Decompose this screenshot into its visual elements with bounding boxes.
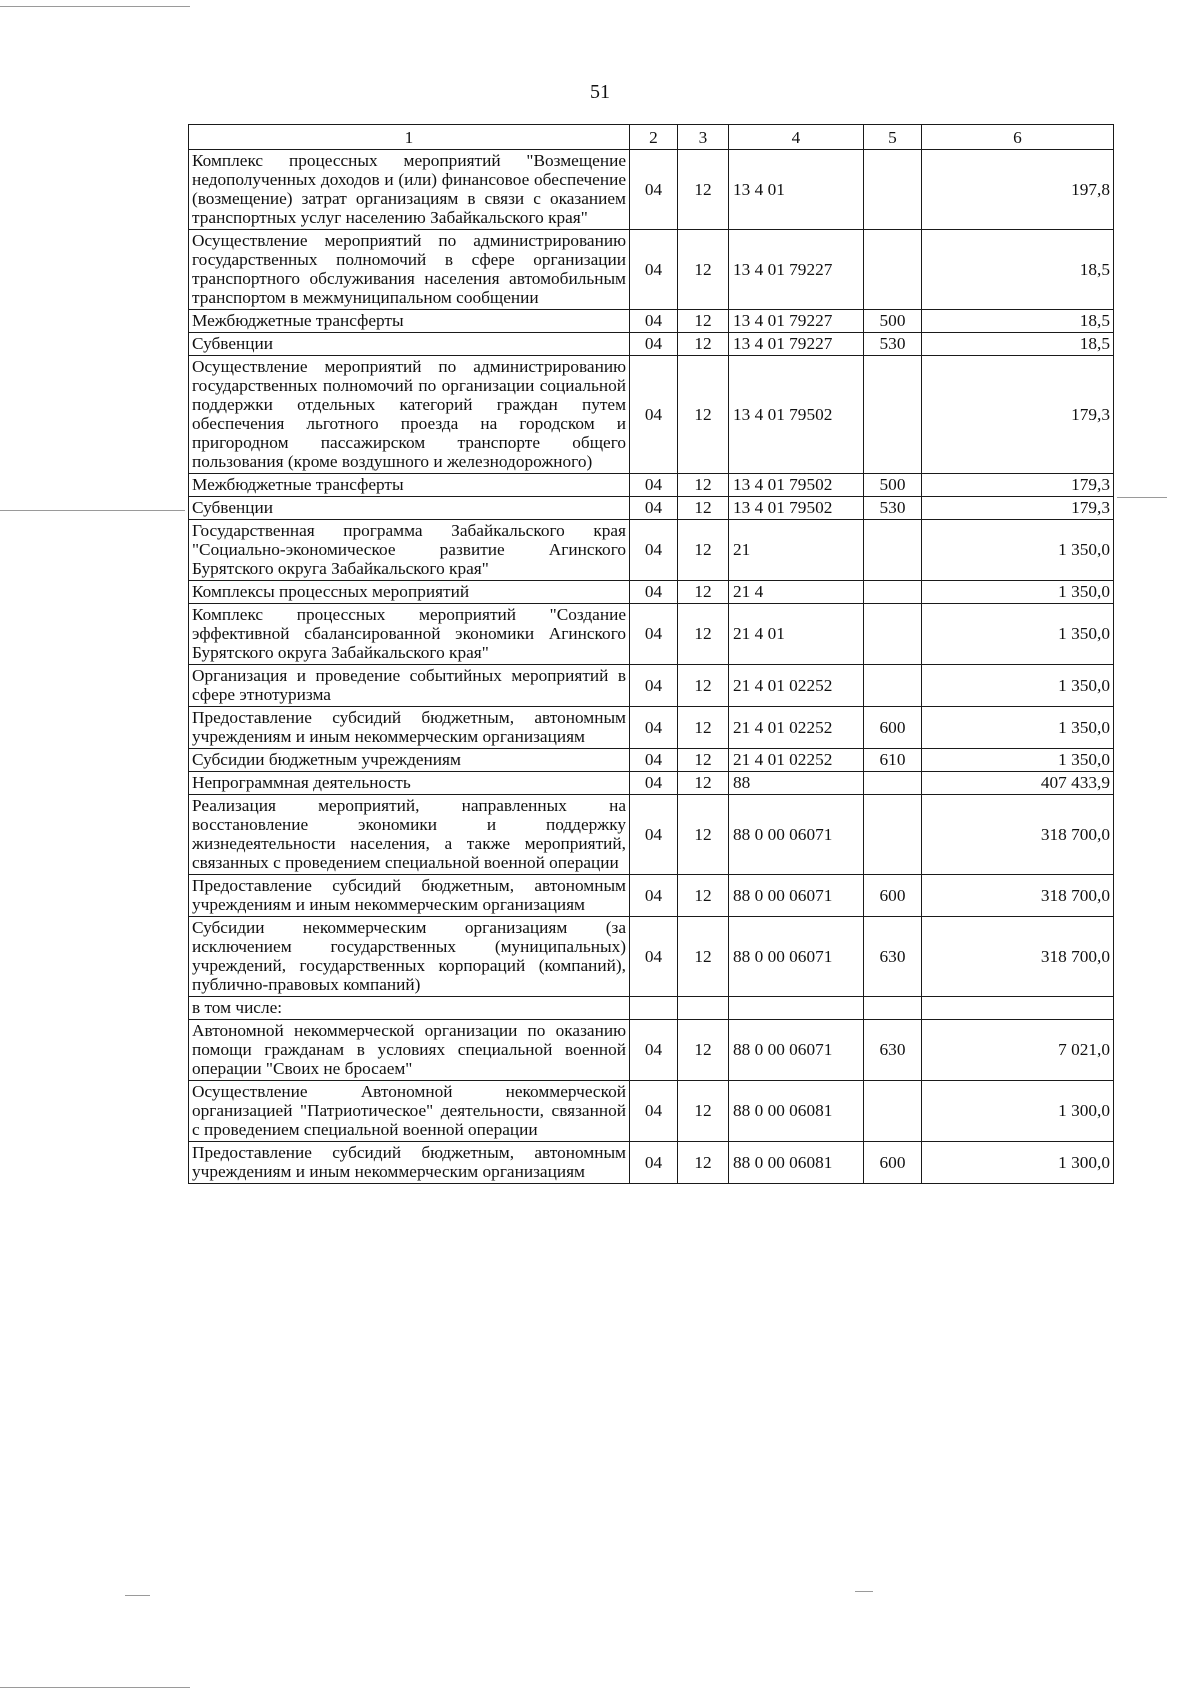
section-code-cell: 04 xyxy=(630,581,678,604)
amount-cell: 1 350,0 xyxy=(922,581,1114,604)
subsection-code-cell: 12 xyxy=(678,497,729,520)
column-header: 6 xyxy=(922,125,1114,150)
amount-cell: 1 300,0 xyxy=(922,1081,1114,1142)
target-article-cell: 13 4 01 79502 xyxy=(729,497,864,520)
target-article-cell: 88 0 00 06071 xyxy=(729,795,864,875)
item-name-cell: Межбюджетные трансферты xyxy=(189,474,630,497)
table-row xyxy=(189,795,1114,875)
expense-type-cell: 630 xyxy=(864,917,922,997)
amount-cell: 1 350,0 xyxy=(922,520,1114,581)
item-name-cell: Предоставление субсидий бюджетным, автономным учреждениям и иным некоммерческим организациям xyxy=(189,875,630,917)
amount-cell: 318 700,0 xyxy=(922,917,1114,997)
amount-cell: 407 433,9 xyxy=(922,772,1114,795)
item-name-cell: Комплекс процессных мероприятий "Создание эффективной сбалансированной экономики Агинского Бурятского округа Забайкальского края" xyxy=(189,604,630,665)
column-header: 2 xyxy=(630,125,678,150)
column-header: 3 xyxy=(678,125,729,150)
subsection-code-cell: 12 xyxy=(678,917,729,997)
table-row xyxy=(189,997,1114,1020)
table-row xyxy=(189,1020,1114,1081)
target-article-cell: 13 4 01 xyxy=(729,150,864,230)
item-name-cell: Субвенции xyxy=(189,497,630,520)
item-name-cell: Осуществление мероприятий по администрированию государственных полномочий в сфере организации транспортного обслуживания населения автомобильным транспортом в межмуниципальном сообщении xyxy=(189,230,630,310)
section-code-cell: 04 xyxy=(630,604,678,665)
expense-type-cell xyxy=(864,520,922,581)
table-row xyxy=(189,749,1114,772)
table-row xyxy=(189,1142,1114,1184)
scan-mark xyxy=(0,1687,190,1688)
table-row xyxy=(189,474,1114,497)
subsection-code-cell: 12 xyxy=(678,1020,729,1081)
budget-table xyxy=(188,124,1114,1184)
subsection-code-cell: 12 xyxy=(678,474,729,497)
amount-cell: 7 021,0 xyxy=(922,1020,1114,1081)
column-header: 4 xyxy=(729,125,864,150)
item-name-cell: Субсидии бюджетным учреждениям xyxy=(189,749,630,772)
table-row xyxy=(189,497,1114,520)
subsection-code-cell: 12 xyxy=(678,707,729,749)
subsection-code-cell: 12 xyxy=(678,581,729,604)
table-row xyxy=(189,310,1114,333)
amount-cell: 179,3 xyxy=(922,474,1114,497)
table-row xyxy=(189,581,1114,604)
section-code-cell: 04 xyxy=(630,665,678,707)
column-header: 1 xyxy=(189,125,630,150)
target-article-cell: 13 4 01 79227 xyxy=(729,230,864,310)
target-article-cell: 13 4 01 79502 xyxy=(729,474,864,497)
target-article-cell: 13 4 01 79227 xyxy=(729,310,864,333)
section-code-cell: 04 xyxy=(630,356,678,474)
subsection-code-cell: 12 xyxy=(678,795,729,875)
table-row xyxy=(189,772,1114,795)
target-article-cell: 21 4 01 02252 xyxy=(729,749,864,772)
amount-cell: 18,5 xyxy=(922,230,1114,310)
table-row xyxy=(189,520,1114,581)
item-name-cell: Государственная программа Забайкальского края "Социально-экономическое развитие Агинского Бурятского округа Забайкальского края" xyxy=(189,520,630,581)
scan-mark xyxy=(125,1595,150,1596)
target-article-cell xyxy=(729,997,864,1020)
amount-cell: 197,8 xyxy=(922,150,1114,230)
expense-type-cell xyxy=(864,795,922,875)
item-name-cell: Осуществление мероприятий по администрированию государственных полномочий по организации социальной поддержки отдельных категорий граждан путем обеспечения льготного проезда на городском и пригородном пассажирском транспорте общего пользования (кроме воздушного и железнодорожного) xyxy=(189,356,630,474)
item-name-cell: Комплекс процессных мероприятий "Возмещение недополученных доходов и (или) финансовое обеспечение (возмещение) затрат организациям в связи с оказанием транспортных услуг населению Забайкальского края" xyxy=(189,150,630,230)
section-code-cell: 04 xyxy=(630,1081,678,1142)
table-body xyxy=(189,150,1114,1184)
amount-cell: 1 350,0 xyxy=(922,707,1114,749)
scan-mark xyxy=(1117,497,1167,498)
target-article-cell: 21 4 xyxy=(729,581,864,604)
expense-type-cell xyxy=(864,356,922,474)
expense-type-cell xyxy=(864,772,922,795)
amount-cell: 318 700,0 xyxy=(922,795,1114,875)
expense-type-cell xyxy=(864,1081,922,1142)
subsection-code-cell: 12 xyxy=(678,230,729,310)
item-name-cell: Предоставление субсидий бюджетным, автономным учреждениям и иным некоммерческим организациям xyxy=(189,1142,630,1184)
amount-cell: 179,3 xyxy=(922,497,1114,520)
expense-type-cell: 500 xyxy=(864,310,922,333)
target-article-cell: 88 0 00 06071 xyxy=(729,917,864,997)
expense-type-cell xyxy=(864,230,922,310)
expense-type-cell: 630 xyxy=(864,1020,922,1081)
section-code-cell xyxy=(630,997,678,1020)
subsection-code-cell: 12 xyxy=(678,749,729,772)
section-code-cell: 04 xyxy=(630,474,678,497)
section-code-cell: 04 xyxy=(630,150,678,230)
expense-type-cell: 500 xyxy=(864,474,922,497)
item-name-cell: Субвенции xyxy=(189,333,630,356)
expense-type-cell xyxy=(864,150,922,230)
item-name-cell: Автономной некоммерческой организации по оказанию помощи гражданам в условиях специальной военной операции "Своих не бросаем" xyxy=(189,1020,630,1081)
item-name-cell: Межбюджетные трансферты xyxy=(189,310,630,333)
section-code-cell: 04 xyxy=(630,1020,678,1081)
scan-mark xyxy=(0,510,185,511)
section-code-cell: 04 xyxy=(630,310,678,333)
expense-type-cell: 610 xyxy=(864,749,922,772)
expense-type-cell: 600 xyxy=(864,875,922,917)
table-row xyxy=(189,1081,1114,1142)
subsection-code-cell: 12 xyxy=(678,310,729,333)
expense-type-cell: 600 xyxy=(864,1142,922,1184)
table-header-row xyxy=(189,125,1114,150)
subsection-code-cell: 12 xyxy=(678,356,729,474)
table-row xyxy=(189,665,1114,707)
section-code-cell: 04 xyxy=(630,707,678,749)
target-article-cell: 21 xyxy=(729,520,864,581)
item-name-cell: Организация и проведение событийных мероприятий в сфере этнотуризма xyxy=(189,665,630,707)
subsection-code-cell: 12 xyxy=(678,150,729,230)
target-article-cell: 21 4 01 02252 xyxy=(729,707,864,749)
amount-cell: 179,3 xyxy=(922,356,1114,474)
subsection-code-cell: 12 xyxy=(678,875,729,917)
section-code-cell: 04 xyxy=(630,795,678,875)
table-row xyxy=(189,150,1114,230)
expense-type-cell xyxy=(864,665,922,707)
section-code-cell: 04 xyxy=(630,749,678,772)
subsection-code-cell: 12 xyxy=(678,333,729,356)
subsection-code-cell: 12 xyxy=(678,772,729,795)
subsection-code-cell: 12 xyxy=(678,1081,729,1142)
expense-type-cell: 530 xyxy=(864,333,922,356)
item-name-cell: Субсидии некоммерческим организациям (за исключением государственных (муниципальных) учреждений, государственных корпораций (компаний), публично-правовых компаний) xyxy=(189,917,630,997)
subsection-code-cell: 12 xyxy=(678,665,729,707)
table-row xyxy=(189,356,1114,474)
item-name-cell: Осуществление Автономной некоммерческой организацией "Патриотическое" деятельности, связанной с проведением специальной военной операции xyxy=(189,1081,630,1142)
subsection-code-cell: 12 xyxy=(678,1142,729,1184)
amount-cell: 18,5 xyxy=(922,333,1114,356)
target-article-cell: 88 0 00 06071 xyxy=(729,1020,864,1081)
item-name-cell: Комплексы процессных мероприятий xyxy=(189,581,630,604)
section-code-cell: 04 xyxy=(630,520,678,581)
amount-cell: 1 350,0 xyxy=(922,665,1114,707)
table-row xyxy=(189,875,1114,917)
table-row xyxy=(189,230,1114,310)
item-name-cell: Реализация мероприятий, направленных на восстановление экономики и поддержку жизнедеятельности населения, а также мероприятий, связанных с проведением специальной военной операции xyxy=(189,795,630,875)
table-row xyxy=(189,917,1114,997)
expense-type-cell: 600 xyxy=(864,707,922,749)
table-row xyxy=(189,707,1114,749)
target-article-cell: 88 0 00 06071 xyxy=(729,875,864,917)
subsection-code-cell xyxy=(678,997,729,1020)
table-row xyxy=(189,604,1114,665)
section-code-cell: 04 xyxy=(630,497,678,520)
section-code-cell: 04 xyxy=(630,917,678,997)
expense-type-cell: 530 xyxy=(864,497,922,520)
expense-type-cell xyxy=(864,581,922,604)
subsection-code-cell: 12 xyxy=(678,604,729,665)
expense-type-cell xyxy=(864,997,922,1020)
page-number: 51 xyxy=(590,81,610,103)
amount-cell: 1 350,0 xyxy=(922,604,1114,665)
scan-mark xyxy=(855,1591,873,1592)
section-code-cell: 04 xyxy=(630,1142,678,1184)
section-code-cell: 04 xyxy=(630,875,678,917)
amount-cell xyxy=(922,997,1114,1020)
section-code-cell: 04 xyxy=(630,772,678,795)
target-article-cell: 21 4 01 02252 xyxy=(729,665,864,707)
section-code-cell: 04 xyxy=(630,333,678,356)
target-article-cell: 21 4 01 xyxy=(729,604,864,665)
table-row xyxy=(189,333,1114,356)
amount-cell: 318 700,0 xyxy=(922,875,1114,917)
scan-mark xyxy=(0,6,190,7)
target-article-cell: 88 0 00 06081 xyxy=(729,1081,864,1142)
amount-cell: 1 300,0 xyxy=(922,1142,1114,1184)
item-name-cell: Предоставление субсидий бюджетным, автономным учреждениям и иным некоммерческим организациям xyxy=(189,707,630,749)
expense-type-cell xyxy=(864,604,922,665)
target-article-cell: 88 0 00 06081 xyxy=(729,1142,864,1184)
target-article-cell: 88 xyxy=(729,772,864,795)
target-article-cell: 13 4 01 79227 xyxy=(729,333,864,356)
amount-cell: 1 350,0 xyxy=(922,749,1114,772)
section-code-cell: 04 xyxy=(630,230,678,310)
item-name-cell: в том числе: xyxy=(189,997,630,1020)
column-header: 5 xyxy=(864,125,922,150)
amount-cell: 18,5 xyxy=(922,310,1114,333)
item-name-cell: Непрограммная деятельность xyxy=(189,772,630,795)
subsection-code-cell: 12 xyxy=(678,520,729,581)
target-article-cell: 13 4 01 79502 xyxy=(729,356,864,474)
